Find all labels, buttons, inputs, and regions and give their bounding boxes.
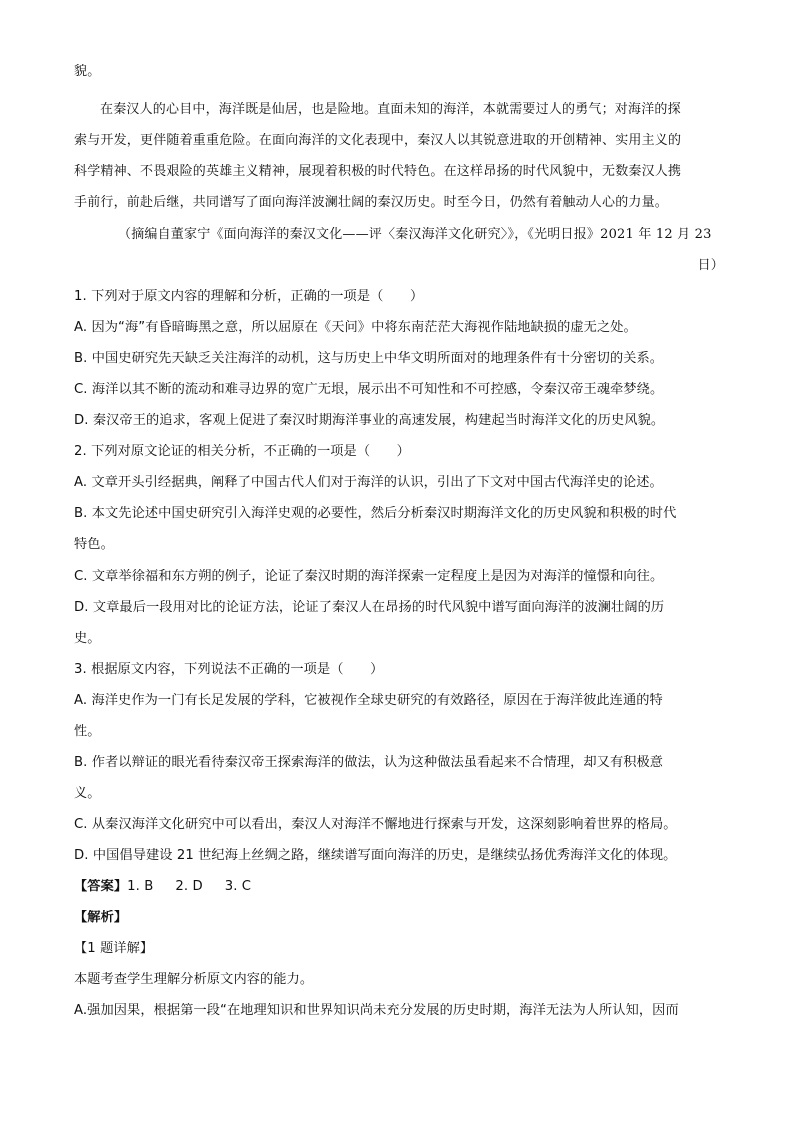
analysis-detail-heading: 【1 题详解】 [74, 941, 154, 956]
question-3-stem: 3. 根据原文内容，下列说法不正确的一项是（ ） [74, 662, 384, 677]
question-3-option-d: D. 中国倡导建设 21 世纪海上丝绸之路，继续谱写面向海洋的历史，是继续弘扬优秀海洋文化的体现。 [74, 848, 677, 863]
question-1-option-d: D. 秦汉帝王的追求，客观上促进了秦汉时期海洋事业的高速发展，构建起当时海洋文化的历史风貌。 [74, 413, 665, 428]
passage-line-0: 貌。 [74, 64, 101, 79]
question-2-option-d-cont: 史。 [74, 631, 101, 646]
passage-line-2: 索与开发，更伴随着重重危险。在面向海洋的文化表现中，秦汉人以其锐意进取的开创精神、实用主义的 [74, 133, 682, 148]
question-3-option-a: A. 海洋史作为一门有长足发展的学科，它被视作全球史研究的有效路径，原因在于海洋彼此连通的特 [74, 693, 663, 708]
analysis-line-2: A.强加因果，根据第一段“在地理知识和世界知识尚未充分发展的历史时期，海洋无法为人所认知，因而 [74, 1003, 679, 1018]
question-2-option-c: C. 文章举徐福和东方朔的例子，论证了秦汉时期的海洋探索一定程度上是因为对海洋的憧憬和向往。 [74, 569, 664, 584]
question-3-option-a-cont: 性。 [74, 724, 101, 739]
question-1-option-a: A. 因为“海”有昏暗晦黑之意，所以屈原在《天问》中将东南茫茫大海视作陆地缺损的虚无之处。 [74, 320, 637, 335]
answer-3: 3. C [224, 879, 252, 894]
source-citation: （摘编自董家宁《面向海洋的秦汉文化——评〈秦汉海洋文化研究〉》，《光明日报》2021 年 12 月 23 [118, 227, 712, 242]
question-2-option-b-cont: 特色。 [74, 537, 114, 552]
passage-line-4: 手前行，前赴后继，共同谱写了面向海洋波澜壮阔的秦汉历史。时至今日，仍然有着触动人心的力量。 [74, 195, 669, 210]
passage-line-1: 在秦汉人的心目中，海洋既是仙居，也是险地。直面未知的海洋，本就需要过人的勇气；对海洋的探 [100, 102, 681, 117]
question-1-stem: 1. 下列对于原文内容的理解和分析，正确的一项是（ ） [74, 289, 424, 304]
question-2-option-d: D. 文章最后一段用对比的论证方法，论证了秦汉人在昂扬的时代风貌中谱写面向海洋的波澜壮阔的历 [74, 600, 665, 615]
answer-label: 【答案】 [74, 879, 128, 894]
answer-line [74, 879, 724, 895]
passage-line-3: 科学精神、不畏艰险的英雄主义精神，展现着积极的时代特色。在这样昂扬的时代风貌中，无数秦汉人携 [74, 164, 682, 179]
question-3-option-b: B. 作者以辩证的眼光看待秦汉帝王探索海洋的做法，认为这种做法虽看起来不合情理，却又有积极意 [74, 755, 664, 770]
question-2-option-b: B. 本文先论述中国史研究引入海洋史观的必要性，然后分析秦汉时期海洋文化的历史风貌和积极的时代 [74, 506, 677, 521]
question-2-option-a: A. 文章开头引经据典，阐释了中国古代人们对于海洋的认识，引出了下文对中国古代海洋史的论述。 [74, 475, 663, 490]
question-1-option-c: C. 海洋以其不断的流动和难寻边界的宽广无垠，展示出不可知性和不可控感，令秦汉帝王魂牵梦绕。 [74, 382, 664, 397]
answer-2: 2. D [175, 879, 203, 894]
question-3-option-b-cont: 义。 [74, 786, 101, 801]
analysis-label: 【解析】 [74, 910, 128, 925]
question-3-option-c: C. 从秦汉海洋文化研究中可以看出，秦汉人对海洋不懈地进行探索与开发，这深刻影响着世界的格局。 [74, 817, 677, 832]
question-2-stem: 2. 下列对原文论证的相关分析，不正确的一项是（ ） [74, 444, 410, 459]
source-citation-end: 日） [697, 258, 724, 273]
answer-1: 1. B [127, 879, 154, 894]
question-1-option-b: B. 中国史研究先天缺乏关注海洋的动机，这与历史上中华文明所面对的地理条件有十分密切的关系。 [74, 351, 664, 366]
analysis-line-1: 本题考查学生理解分析原文内容的能力。 [74, 972, 314, 987]
